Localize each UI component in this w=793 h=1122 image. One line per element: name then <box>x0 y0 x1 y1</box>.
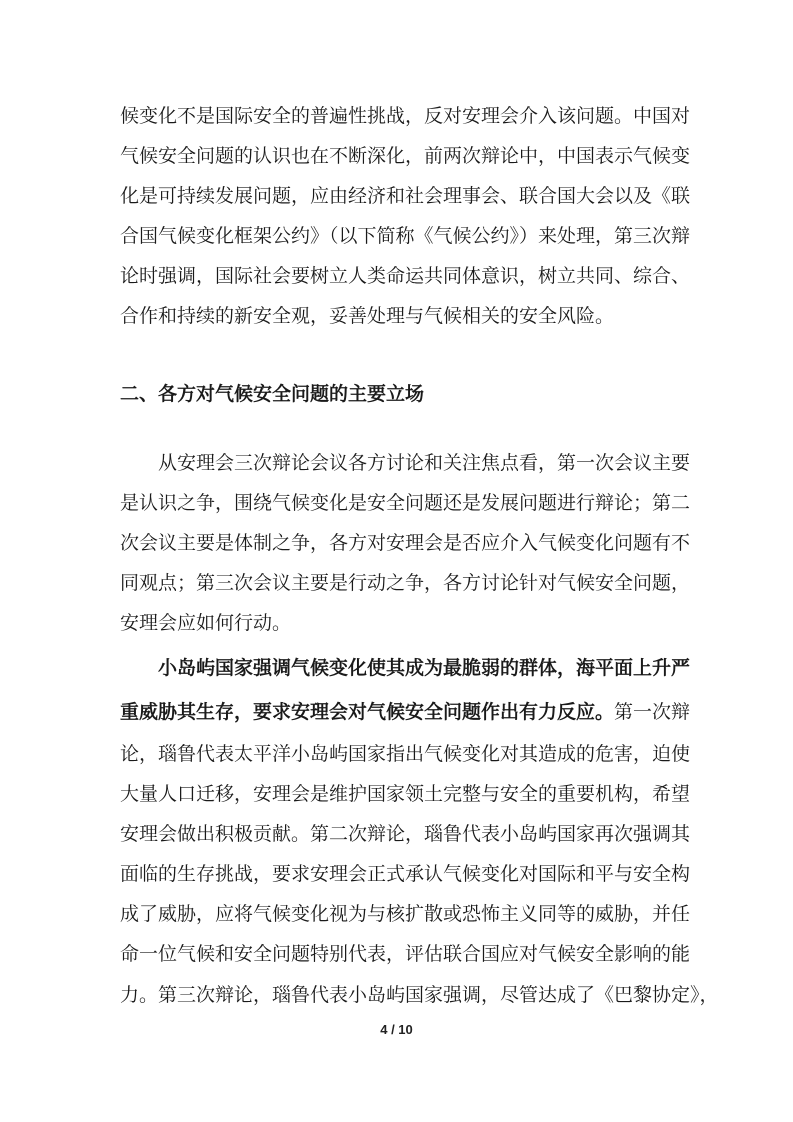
text-line: 同观点；第三次会议主要是行动之争，各方讨论针对气候安全问题， <box>120 572 691 594</box>
text-line: 论时强调，国际社会要树立人类命运共同体意识，树立共同、综合、 <box>120 265 691 287</box>
text-line: 从安理会三次辩论会议各方讨论和关注焦点看，第一次会议主要 <box>158 452 691 474</box>
text-line: 大量人口迁移，安理会是维护国家领土完整与安全的重要机构，希望 <box>120 783 691 805</box>
bold-text-span: 重威胁其生存，要求安理会对气候安全问题作出有力反应。 <box>120 701 615 723</box>
text-line: 合作和持续的新安全观，妥善处理与气候相关的安全风险。 <box>120 305 615 327</box>
bold-text-line: 小岛屿国家强调气候变化使其成为最脆弱的群体，海平面上升严 <box>158 657 691 679</box>
text-line: 合国气候变化框架公约》（以下简称《气候公约》）来处理，第三次辩 <box>120 225 691 247</box>
text-line: 命一位气候和安全问题特别代表，评估联合国应对气候安全影响的能 <box>120 943 691 965</box>
text-line: 气候安全问题的认识也在不断深化，前两次辩论中，中国表示气候变 <box>120 145 691 167</box>
text-line: 力。第三次辩论，瑙鲁代表小岛屿国家强调，尽管达成了《巴黎协定》， <box>120 984 719 1006</box>
mixed-text-line <box>120 700 691 724</box>
text-span: 第一次辩 <box>614 701 691 723</box>
text-line: 次会议主要是体制之争，各方对安理会是否应介入气候变化问题有不 <box>120 532 691 554</box>
text-line: 成了威胁，应将气候变化视为与核扩散或恐怖主义同等的威胁，并任 <box>120 903 691 925</box>
text-line: 面临的生存挑战，要求安理会正式承认气候变化对国际和平与安全构 <box>120 863 691 885</box>
section-heading: 二、各方对气候安全问题的主要立场 <box>120 383 425 405</box>
text-line: 论，瑙鲁代表太平洋小岛屿国家指出气候变化对其造成的危害，迫使 <box>120 743 691 765</box>
text-line: 安理会应如何行动。 <box>120 612 292 634</box>
page-number: 4 / 10 <box>380 1022 413 1037</box>
text-line: 是认识之争，围绕气候变化是安全问题还是发展问题进行辩论；第二 <box>120 492 691 514</box>
text-line: 化是可持续发展问题，应由经济和社会理事会、联合国大会以及《联 <box>120 185 691 207</box>
text-line: 候变化不是国际安全的普遍性挑战，反对安理会介入该问题。中国对 <box>120 105 691 127</box>
text-line: 安理会做出积极贡献。第二次辩论，瑙鲁代表小岛屿国家再次强调其 <box>120 823 691 845</box>
